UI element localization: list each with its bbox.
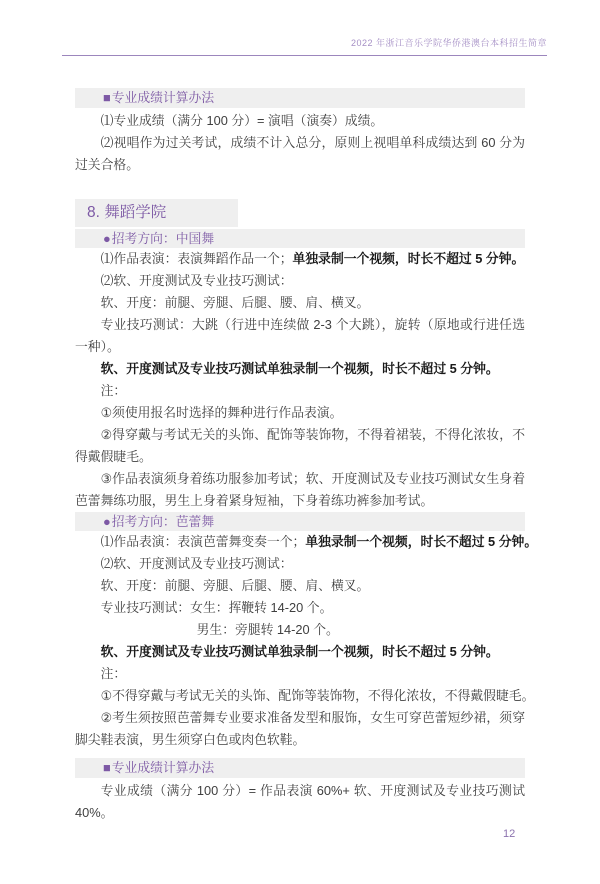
- ballet-performance-text: ⑴作品表演：表演芭蕾舞变奏一个；: [100, 534, 306, 549]
- ballet-skill-test-female: 专业技巧测试：女生：挥鞭转 14-20 个。: [100, 600, 333, 615]
- ballet-performance-video-rule: 单独录制一个视频，时长不超过 5 分钟。: [305, 534, 538, 549]
- ballet-flexibility-items: 软、开度：前腿、旁腿、后腿、腰、肩、横叉。: [100, 578, 370, 593]
- direction-header-ballet: [75, 512, 525, 531]
- circle-bullet-icon: ●: [103, 231, 111, 246]
- document-header-title: 2022 年浙江音乐学院华侨港澳台本科招生简章: [350, 38, 547, 48]
- ballet-note-label: 注：: [100, 666, 127, 681]
- vocal-sightsinging-rule: ⑵视唱作为过关考试，成绩不计入总分，原则上视唱单科成绩达到 60 分为过关合格。: [75, 135, 525, 172]
- chinese-dance-note-1: ①须使用报名时选择的舞种进行作品表演。: [100, 405, 343, 420]
- vocal-score-calc-header: [75, 88, 525, 108]
- circle-bullet-icon: ●: [103, 514, 111, 529]
- ballet-performance: [75, 531, 538, 553]
- chinese-dance-note-3: ③作品表演须身着练功服参加考试；软、开度测试及专业技巧测试女生身着芭蕾舞练功服，男生上身着紧身短袖，下身着练功裤参加考试。: [75, 471, 525, 508]
- chinese-dance-note-2: ②得穿戴与考试无关的头饰、配饰等装饰物，不得着裙装，不得化浓妆，不得戴假睫毛。: [75, 427, 525, 464]
- direction-header-chinese-dance: [75, 229, 525, 248]
- ballet-note-2: ②考生须按照芭蕾舞专业要求准备发型和服饰，女生可穿芭蕾短纱裙，须穿脚尖鞋表演，男生须穿白色或肉色软鞋。: [75, 710, 525, 747]
- ballet-flexibility-header: ⑵软、开度测试及专业技巧测试：: [100, 556, 293, 571]
- dance-academy-title: 8. 舞蹈学院: [75, 199, 238, 227]
- ballet-video-rule: 软、开度测试及专业技巧测试单独录制一个视频，时长不超过 5 分钟。: [100, 644, 499, 659]
- ballet-score-calc-label: 专业成绩计算办法: [111, 760, 215, 775]
- ballet-score-formula: 专业成绩（满分 100 分）= 作品表演 60%+ 软、开度测试及专业技巧测试40%。: [75, 783, 525, 820]
- chinese-dance-flexibility-items: 软、开度：前腿、旁腿、后腿、腰、肩、横叉。: [100, 295, 370, 310]
- chinese-dance-note-label: 注：: [100, 383, 127, 398]
- vocal-score-formula: ⑴专业成绩（满分 100 分）= 演唱（演奏）成绩。: [100, 113, 384, 128]
- chinese-dance-flexibility-header: ⑵软、开度测试及专业技巧测试：: [100, 273, 293, 288]
- ballet-skill-test-male: 男生：旁腿转 14-20 个。: [196, 622, 339, 637]
- header-divider-rule: [62, 55, 547, 56]
- direction-label-ballet: 招考方向：芭蕾舞: [111, 514, 215, 529]
- direction-label-chinese-dance: 招考方向：中国舞: [111, 231, 215, 246]
- chinese-dance-performance-text: ⑴作品表演：表演舞蹈作品一个；: [100, 251, 293, 266]
- document-body: [75, 88, 538, 824]
- chinese-dance-performance: [75, 248, 525, 270]
- ballet-score-calc-header: [75, 758, 525, 778]
- vocal-score-calc-label: 专业成绩计算办法: [111, 90, 215, 105]
- ballet-note-1: ①不得穿戴与考试无关的头饰、配饰等装饰物，不得化浓妆，不得戴假睫毛。: [100, 688, 535, 703]
- square-bullet-icon: ■: [103, 90, 111, 105]
- chinese-dance-performance-video-rule: 单独录制一个视频，时长不超过 5 分钟。: [292, 251, 525, 266]
- chinese-dance-skill-test: 专业技巧测试：大跳（行进中连续做 2-3 个大跳），旋转（原地或行进任选一种）。: [75, 317, 525, 354]
- chinese-dance-video-rule: 软、开度测试及专业技巧测试单独录制一个视频，时长不超过 5 分钟。: [100, 361, 499, 376]
- square-bullet-icon: ■: [103, 760, 111, 775]
- page-number: 12: [503, 828, 516, 840]
